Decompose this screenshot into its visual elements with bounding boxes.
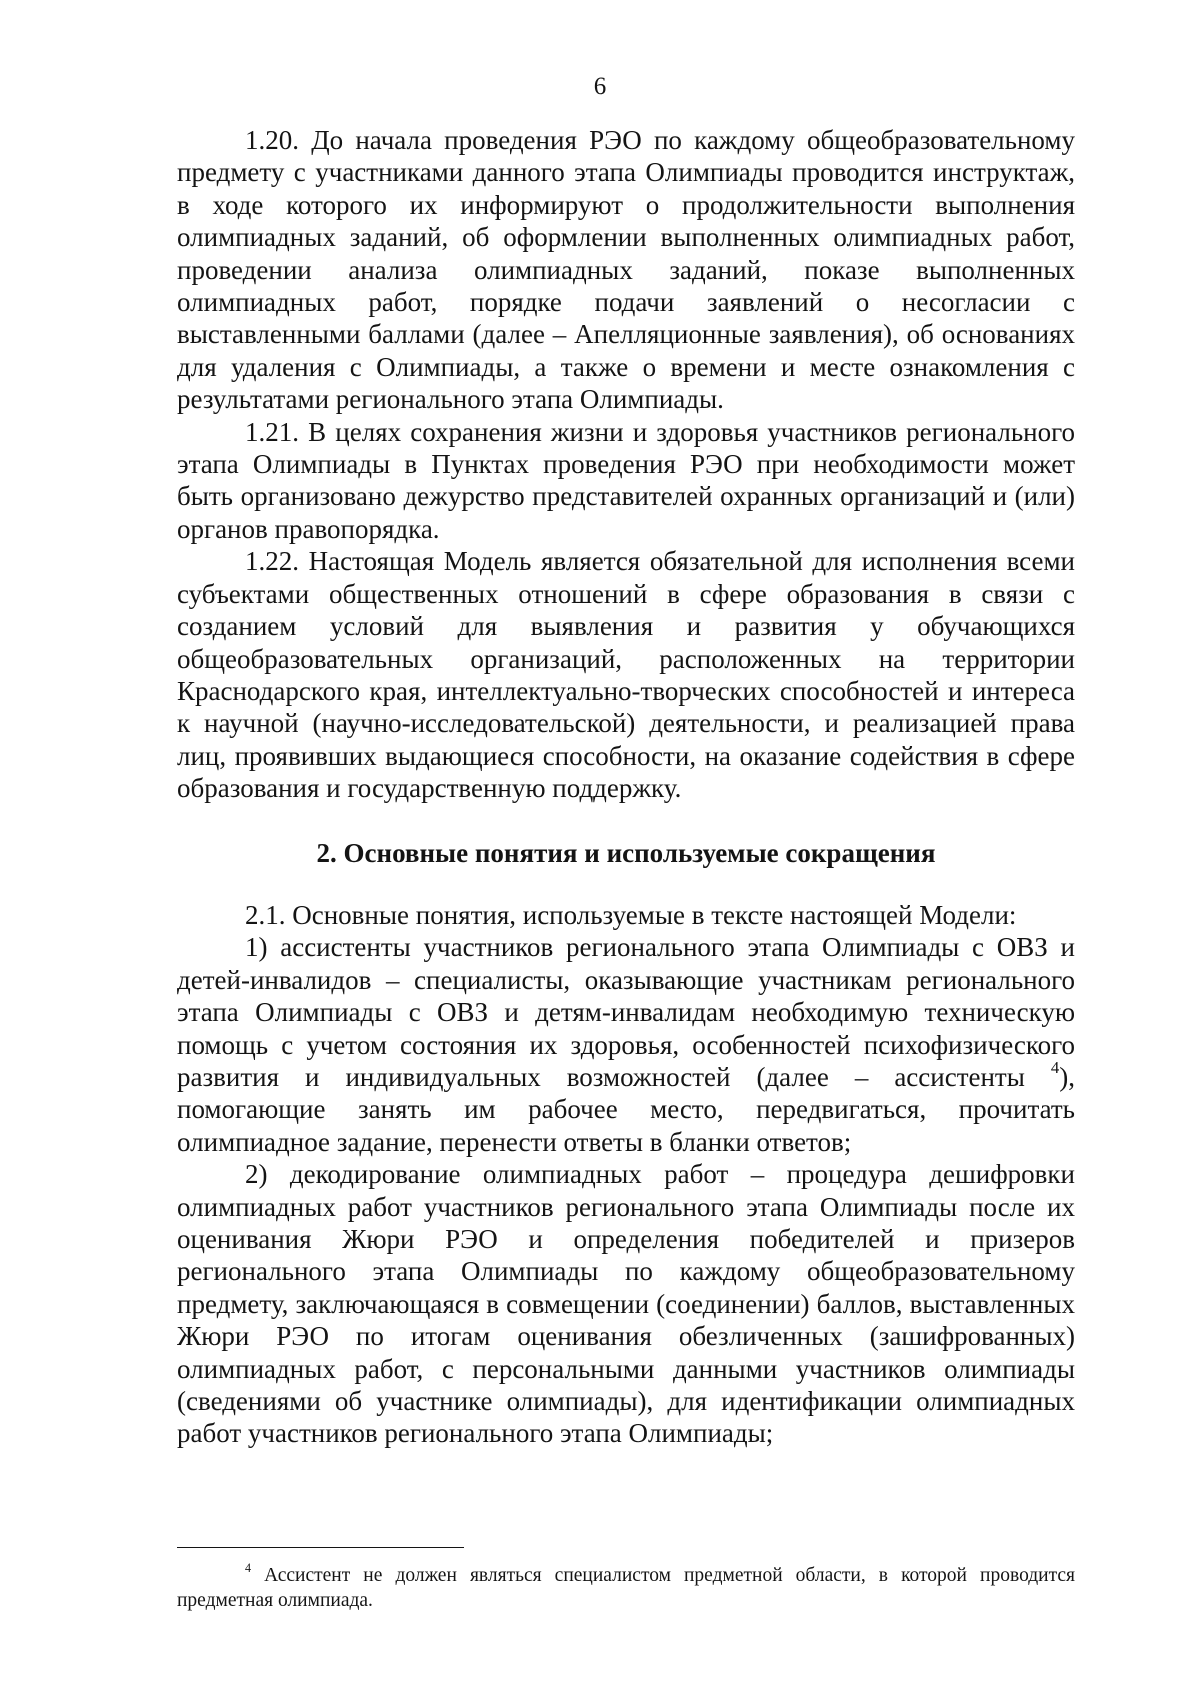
paragraph-1-22: 1.22. Настоящая Модель является обязательной для исполнения всеми субъектами общественных отношений в сфере образования в связи с созданием условий для выявления и развития у обучающихся общеобразовательных организаций, расположенных на территории Краснодарского края, интеллектуально-творческих способностей и интереса к научной (научно-исследовательской) деятельности, и реализацией права лиц, проявивших выдающиеся способности, на оказание содействия в сфере образования и государственную поддержку. xyxy=(177,546,1075,804)
footnote xyxy=(177,1560,1075,1613)
paragraph-1-21: 1.21. В целях сохранения жизни и здоровья участников регионального этапа Олимпиады в Пунктах проведения РЭО при необходимости может быть организовано дежурство представителей охранных организаций и (или) органов правопорядка. xyxy=(177,416,1075,544)
definition-item-1-text: 1) ассистенты участников регионального этапа Олимпиады с ОВЗ и детей-инвалидов – специалисты, оказывающие участникам регионального этапа Олимпиады с ОВЗ и детям-инвалидам необходимую техническую помощь с учетом состояния их здоровья, особенностей психофизического развития и индивидуальных возможностей (далее – ассистенты xyxy=(177,932,1075,1092)
paragraph-2-1: 2.1. Основные понятия, используемые в тексте настоящей Модели: xyxy=(245,899,1017,930)
definition-item-1 xyxy=(177,931,1075,1158)
paragraph-1-20: 1.20. До начала проведения РЭО по каждому общеобразовательному предмету с участниками данного этапа Олимпиады проводится инструктаж, в ходе которого их информируют о продолжительности выполнения олимпиадных заданий, об оформлении выполненных олимпиадных работ, проведении анализа олимпиадных заданий, показе выполненных олимпиадных работ, порядке подачи заявлений о несогласии с выставленными баллами (далее – Апелляционные заявления), об основаниях для удаления с Олимпиады, а также о времени и месте ознакомления с результатами регионального этапа Олимпиады. xyxy=(177,125,1075,415)
footnote-mark: 4 xyxy=(245,1560,252,1575)
document-body xyxy=(177,124,1075,1450)
footnote-text: Ассистент не должен являться специалистом предметной области, в которой проводится предметная олимпиада. xyxy=(177,1565,1075,1611)
definition-item-1-text-cont: ), помогающие занять им рабочее место, передвигаться, прочитать олимпиадное задание, перенести ответы в бланки ответов; xyxy=(177,1061,1075,1157)
footnote-reference: 4 xyxy=(1050,1058,1060,1078)
footnote-separator xyxy=(177,1547,464,1548)
definition-item-2: 2) декодирование олимпиадных работ – процедура дешифровки олимпиадных работ участников регионального этапа Олимпиады после их оценивания Жюри РЭО и определения победителей и призеров регионального этапа Олимпиады по каждому общеобразовательному предмету, заключающаяся в совмещении (соединении) баллов, выставленных Жюри РЭО по итогам оценивания обезличенных (зашифрованных) олимпиадных работ, с персональными данными участников олимпиады (сведениями об участнике олимпиады), для идентификации олимпиадных работ участников регионального этапа Олимпиады; xyxy=(177,1159,1075,1449)
section-heading: 2. Основные понятия и используемые сокращения xyxy=(316,837,936,868)
page-number: 6 xyxy=(593,73,607,100)
